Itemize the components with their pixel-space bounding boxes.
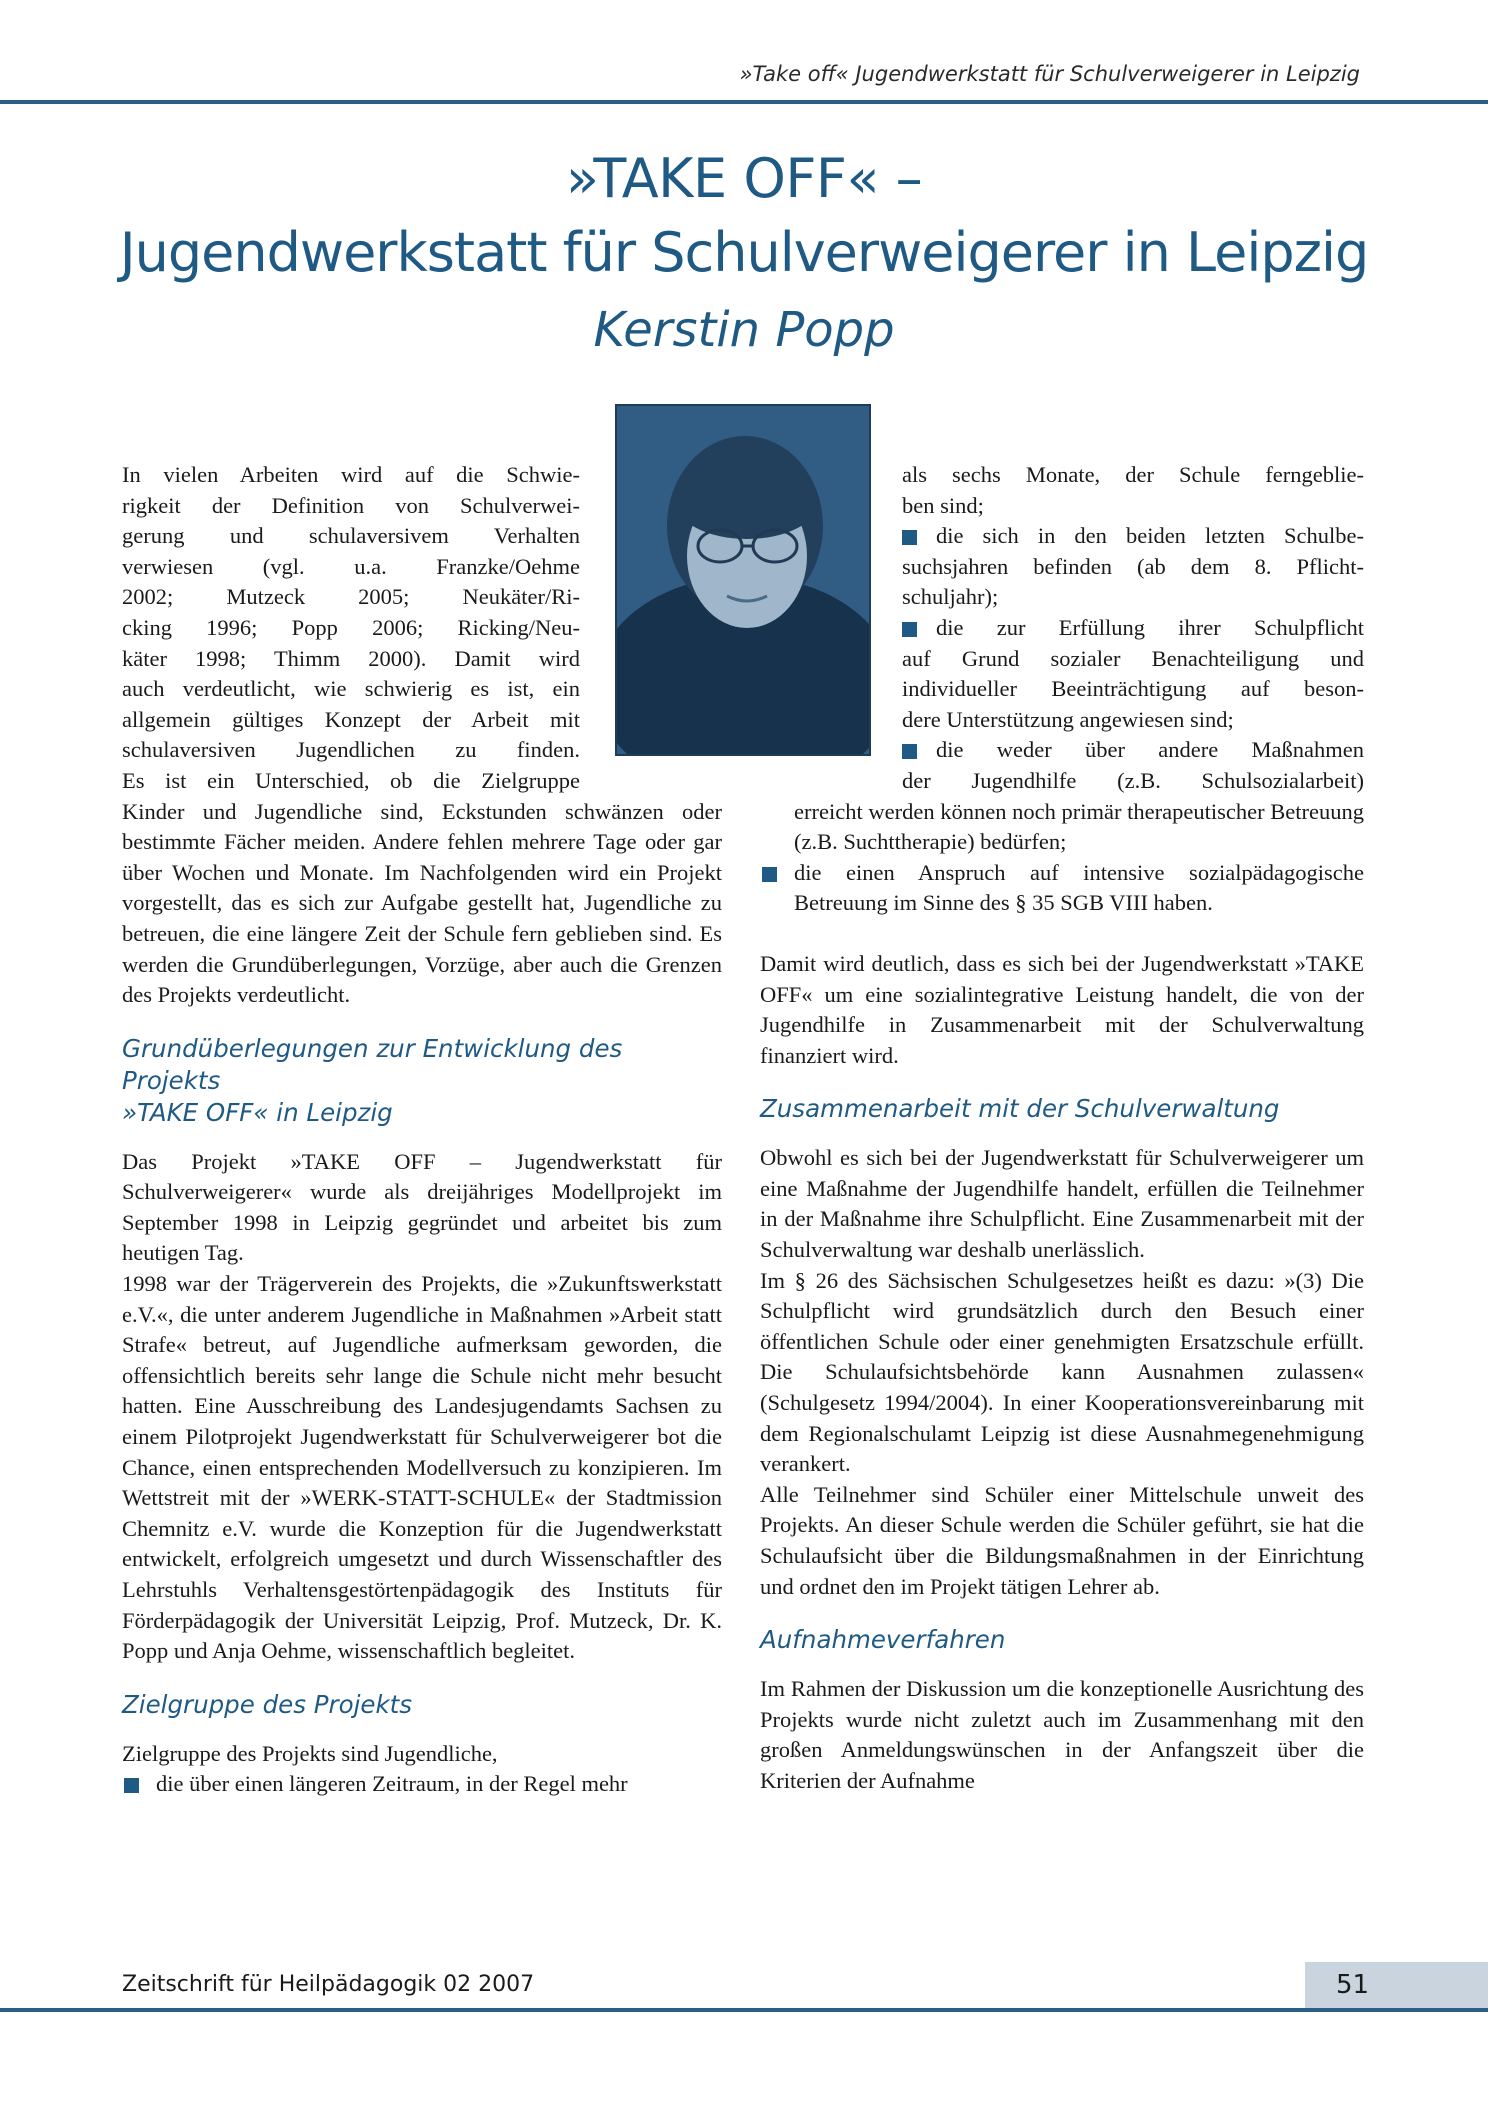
article-title: [0, 142, 1488, 290]
intro-line: 2002; Mutzeck 2005; Neukäter/Ri-: [122, 584, 580, 610]
list-line: individueller Beeinträchtigung auf beson-: [902, 676, 1364, 702]
square-bullet-icon: [762, 867, 777, 882]
square-bullet-icon: [902, 744, 917, 759]
title-line-1: »TAKE OFF« –: [565, 147, 923, 210]
list-item: [760, 613, 1364, 735]
paragraph: Im Rahmen der Diskussion um die konzeptionelle Ausrichtung des Projekts wurde nicht zuletzt auch im Zusammenhang mit den großen Anmeldungswünschen in der Anfangszeit über die Kriterien der Aufnahme: [760, 1676, 1364, 1793]
page-number: 51: [1336, 1970, 1370, 2000]
intro-paragraph: [122, 460, 580, 797]
list-line: der Jugendhilfe (z.B. Schulsozialarbeit): [902, 767, 1364, 793]
intro-line: allgemein gültiges Konzept der Arbeit mit: [122, 706, 580, 732]
list-line: dere Unterstützung angewiesen sind;: [902, 706, 1234, 732]
list-item: [760, 735, 1364, 796]
list-line: die zur Erfüllung ihrer Schulpflicht: [936, 614, 1364, 640]
right-column: [760, 460, 1364, 1797]
intro-line: verwiesen (vgl. u.a. Franzke/Oehme: [122, 553, 580, 579]
intro-continuation: Kinder und Jugendliche sind, Eckstunden schwänzen oder bestimmte Fächer meiden. Andere fehlen mehrere Tage oder gar über Wochen und Monate. Im Nachfolgenden wird ein Projekt vorgestellt, das es sich zur Aufgabe gestellt hat, Jugendliche zu betreuen, die eine längere Zeit der Schule fern geblieben sind. Es werden die Grundüberlegungen, Vorzüge, aber auch die Grenzen des Projekts verdeutlicht.: [122, 798, 722, 1008]
list-item: [760, 858, 1364, 919]
section-heading-grundueberlegungen: [122, 1033, 722, 1129]
list-continuation: [760, 460, 1364, 521]
intro-line: auch verdeutlicht, wie schwierig es ist, ein: [122, 676, 580, 702]
list-item-continuation: erreicht werden können noch primär therapeutischer Betreuung (z.B. Suchttherapie) bedürfen;: [794, 798, 1364, 855]
square-bullet-icon: [124, 1778, 139, 1793]
list-item: [760, 521, 1364, 613]
list-line: suchsjahren befinden (ab dem 8. Pflicht-: [902, 553, 1364, 579]
paragraph: Das Projekt »TAKE OFF – Jugendwerkstatt für Schulverweigerer« wurde als dreijähriges Modellprojekt im September 1998 in Leipzig gegründet und arbeitet bis zum heutigen Tag.: [122, 1148, 722, 1266]
square-bullet-icon: [902, 622, 917, 637]
paragraph: Obwohl es sich bei der Jugendwerkstatt für Schulverweigerer um eine Maßnahme der Jugendhilfe handelt, erfüllen die Teilnehmer in der Maßnahme ihre Schulpflicht. Eine Zusammenarbeit mit der Schulverwaltung war deshalb unerlässlich.: [760, 1145, 1364, 1263]
page-number-box: [1305, 1962, 1488, 2012]
paragraph: Im § 26 des Sächsischen Schulgesetzes heißt es dazu: »(3) Die Schulpflicht wird grundsätzlich durch den Besuch einer öffentlichen Schule oder einer genehmigten Ersatzschule erfüllt. Die Schulaufsichtsbehörde kann Ausnahmen zulassen« (Schulgesetz 1994/2004). In einer Kooperationsvereinbarung mit dem Regionalschulamt Leipzig ist diese Ausnahmegenehmigung verankert.: [760, 1267, 1364, 1477]
square-bullet-icon: [902, 530, 917, 545]
title-line-2: Jugendwerkstatt für Schulverweigerer in Leipzig: [119, 221, 1369, 284]
heading-line: Grundüberlegungen zur Entwicklung des Projekts: [122, 1033, 623, 1095]
list-line: die sich in den beiden letzten Schulbe-: [936, 523, 1364, 549]
paragraph: Alle Teilnehmer sind Schüler einer Mittelschule unweit des Projekts. An dieser Schule werden die Schüler geführt, sie hat die Schulaufsicht über die Bildungsmaßnahmen in der Einrichtung und ordnet den im Projekt tätigen Lehrer ab.: [760, 1481, 1364, 1599]
intro-line: gerung und schulaversivem Verhalten: [122, 523, 580, 549]
paragraph: Zielgruppe des Projekts sind Jugendliche,: [122, 1740, 498, 1766]
list-line: auf Grund sozialer Benachteiligung und: [902, 645, 1364, 671]
intro-line: In vielen Arbeiten wird auf die Schwie-: [122, 462, 580, 487]
list-line: als sechs Monate, der Schule ferngeblie-: [902, 462, 1364, 487]
footer-rule: [0, 2008, 1305, 2012]
footer-rule-right: [1305, 2008, 1488, 2012]
footer-journal: Zeitschrift für Heilpädagogik 02 2007: [122, 1972, 535, 1997]
list-line: ben sind;: [902, 492, 984, 518]
list-line: die weder über andere Maßnahmen: [936, 737, 1364, 763]
intro-line: Es ist ein Unterschied, ob die Zielgruppe: [122, 767, 580, 793]
left-column: [122, 460, 722, 1800]
intro-line: käter 1998; Thimm 2000). Damit wird: [122, 645, 580, 671]
header-rule: [0, 100, 1488, 104]
list-item-text: die über einen längeren Zeitraum, in der Regel mehr: [156, 1771, 628, 1797]
author-name: Kerstin Popp: [593, 302, 895, 358]
list-line: schuljahr);: [902, 584, 999, 610]
list-item: [122, 1769, 722, 1800]
intro-line: rigkeit der Definition von Schulverwei-: [122, 492, 580, 518]
paragraph: Damit wird deutlich, dass es sich bei der Jugendwerkstatt »TAKE OFF« um eine sozialintegrative Leistung handelt, die von der Jugendhilfe in Zusammenarbeit mit der Schulverwaltung finanziert wird.: [760, 950, 1364, 1068]
running-head: »Take off« Jugendwerkstatt für Schulverweigerer in Leipzig: [739, 62, 1360, 86]
heading-line: »TAKE OFF« in Leipzig: [122, 1097, 393, 1127]
section-heading-zielgruppe: Zielgruppe des Projekts: [122, 1689, 413, 1719]
list-item-text: die einen Anspruch auf intensive sozialpädagogische Betreuung im Sinne des § 35 SGB VIII haben.: [794, 859, 1364, 916]
section-heading-zusammenarbeit: Zusammenarbeit mit der Schulverwaltung: [760, 1094, 1280, 1124]
paragraph: 1998 war der Trägerverein des Projekts, die »Zukunftswerkstatt e.V.«, die unter anderem Jugendliche in Maßnahmen »Arbeit statt Strafe« betreut, auf Jugendliche aufmerksam geworden, die offensichtlich bereits sehr lange die Schule nicht mehr besucht hatten. Eine Ausschreibung des Landesjugendamts Sachsen zu einem Pilotprojekt Jugendwerkstatt für Schulverweigerer bot die Chance, einen entsprechenden Modellversuch zu konzipieren. Im Wettstreit mit der »WERK-STATT-SCHULE« der Stadtmission Chemnitz e.V. wurde die Konzeption für die Jugendwerkstatt entwickelt, erfolgreich umgesetzt und durch Wissenschaftler des Lehrstuhls Verhaltensgestörtenpädagogik des Instituts für Förderpädagogik der Universität Leipzig, Prof. Mutzeck, Dr. K. Popp und Anja Oehme, wissenschaftlich begleitet.: [122, 1271, 722, 1664]
intro-line: cking 1996; Popp 2006; Ricking/Neu-: [122, 614, 580, 640]
intro-line: schulaversiven Jugendlichen zu finden.: [122, 737, 580, 763]
section-heading-aufnahmeverfahren: Aufnahmeverfahren: [760, 1625, 1006, 1655]
